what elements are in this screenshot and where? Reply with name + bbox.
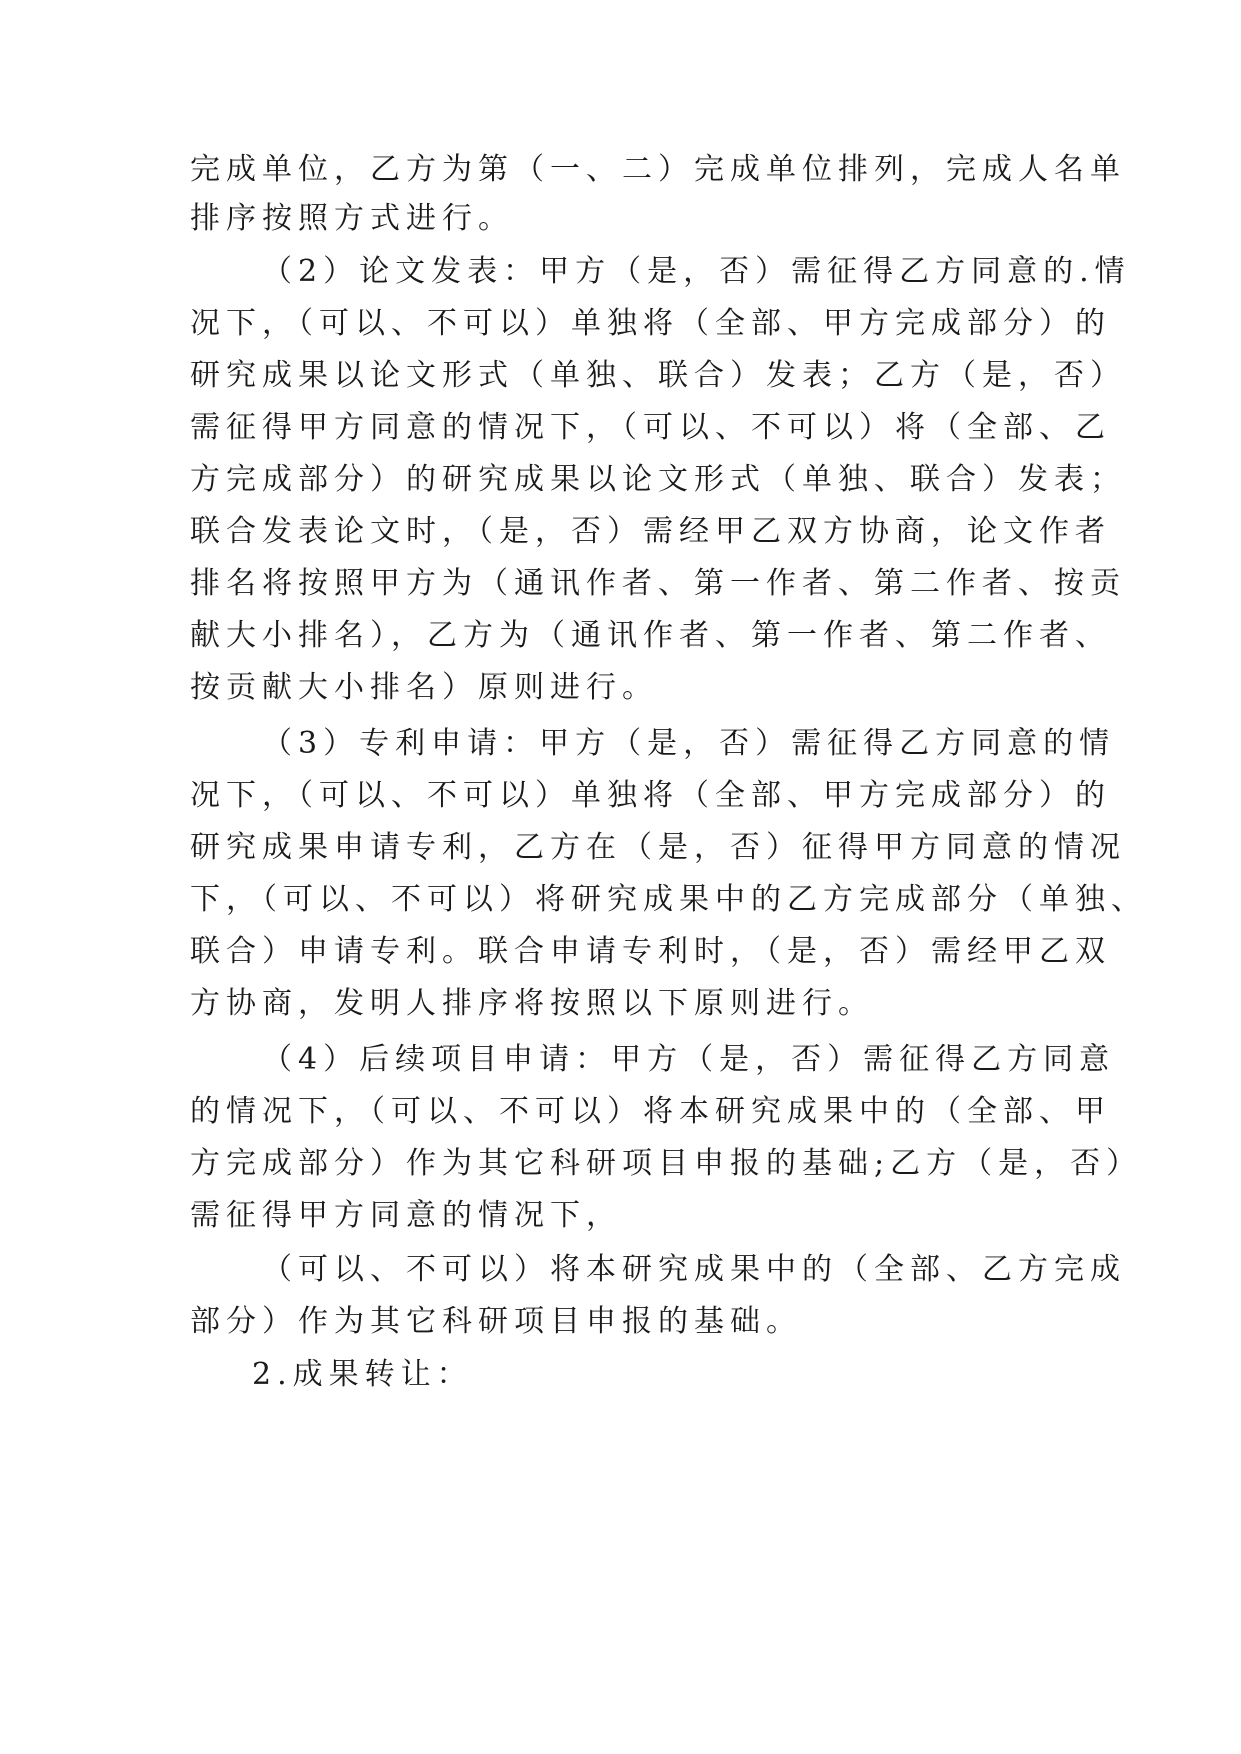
paragraph-heading-patent: （3）专利申请：甲方（是，否）需征得乙方同意的情 (262, 726, 1116, 761)
text-line: 排名将按照甲方为（通讯作者、第一作者、第二作者、按贡 (190, 566, 1126, 601)
text-line: （可以、不可以）将本研究成果中的（全部、乙方完成 (262, 1252, 1126, 1287)
text-line: 方完成部分）的研究成果以论文形式（单独、联合）发表； (190, 462, 1126, 497)
section-heading-transfer: 2.成果转让： (252, 1357, 473, 1392)
paragraph-heading-thesis: （2）论文发表：甲方（是，否）需征得乙方同意的.情 (262, 254, 1131, 289)
paragraph-heading-followup: （4）后续项目申请：甲方（是，否）需征得乙方同意 (262, 1042, 1116, 1077)
text-line: 况下，（可以、不可以）单独将（全部、甲方完成部分）的 (190, 306, 1111, 341)
text-line: 的情况下，（可以、不可以）将本研究成果中的（全部、甲 (190, 1094, 1111, 1129)
text-line: 方协商，发明人排序将按照以下原则进行。 (190, 986, 874, 1021)
text-line: 需征得甲方同意的情况下，（可以、不可以）将（全部、乙 (190, 410, 1111, 445)
text-line: 需征得甲方同意的情况下， (190, 1198, 622, 1233)
text-line: 部分）作为其它科研项目申报的基础。 (190, 1304, 802, 1339)
text-line: 联合发表论文时，（是，否）需经甲乙双方协商，论文作者 (190, 514, 1111, 549)
text-line: 按贡献大小排名）原则进行。 (190, 670, 658, 705)
text-line: 联合）申请专利。联合申请专利时，（是，否）需经甲乙双 (190, 934, 1111, 969)
text-line: 排序按照方式进行。 (190, 201, 514, 236)
text-line: 况下，（可以、不可以）单独将（全部、甲方完成部分）的 (190, 778, 1111, 813)
text-line: 下，（可以、不可以）将研究成果中的乙方完成部分（单独、 (190, 882, 1147, 917)
text-line: 献大小排名），乙方为（通讯作者、第一作者、第二作者、 (190, 618, 1111, 653)
text-line: 研究成果申请专利，乙方在（是，否）征得甲方同意的情况 (190, 830, 1126, 865)
text-line: 方完成部分）作为其它科研项目申报的基础;乙方（是，否） (190, 1146, 1143, 1181)
text-line: 研究成果以论文形式（单独、联合）发表；乙方（是，否） (190, 358, 1126, 393)
text-line: 完成单位，乙方为第（一、二）完成单位排列，完成人名单 (190, 152, 1126, 187)
